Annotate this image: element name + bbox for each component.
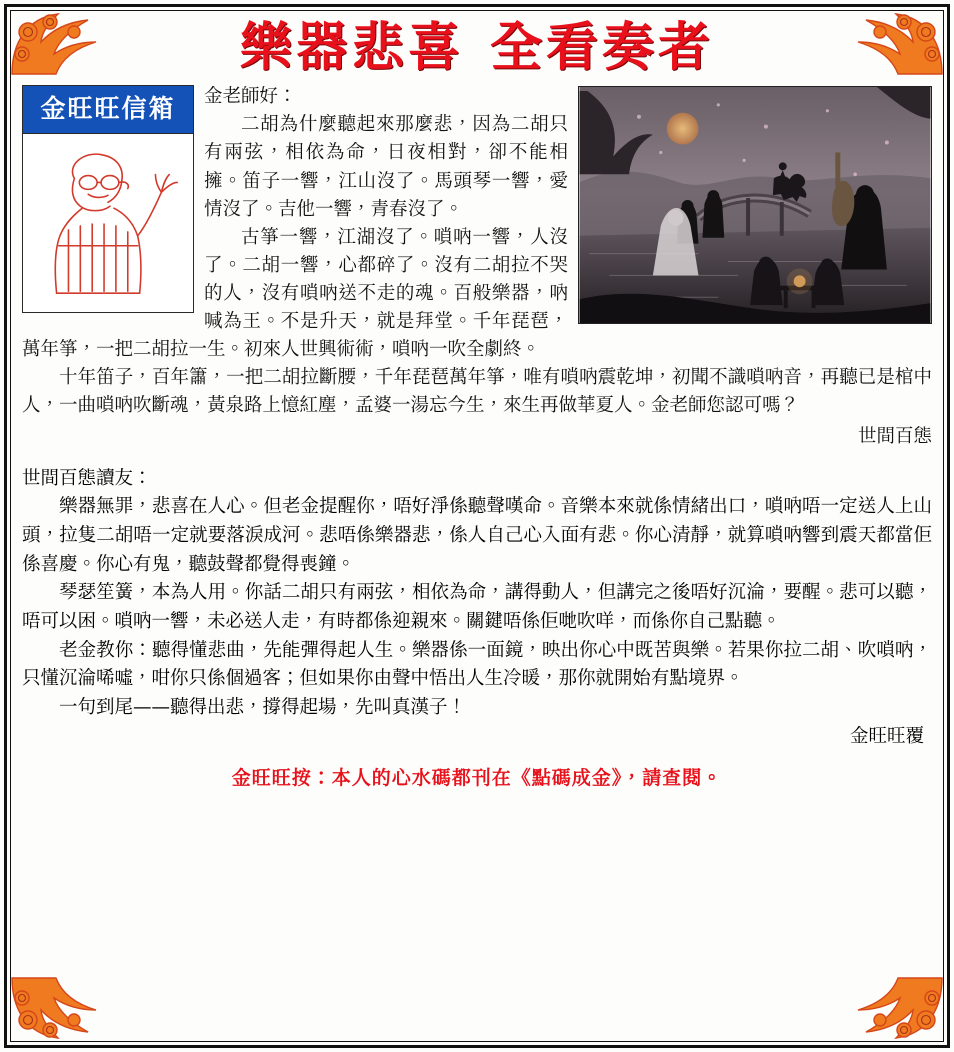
article-illustration bbox=[578, 86, 932, 324]
letter-salutation: 金老師好： bbox=[204, 86, 297, 108]
editor-note: 金旺旺按：本人的心水碼都刊在《點碼成金》，請查閱。 bbox=[231, 767, 723, 790]
reply-section bbox=[22, 465, 932, 752]
letter-paragraph: 二胡為什麼聽起來那麼悲，因為二胡只有兩弦，相依為命，日夜相對，卻不能相擁。笛子一響，江山沒了。馬頭琴一響，愛情沒了。吉他一響，青春沒了。 bbox=[204, 114, 568, 220]
article-content bbox=[22, 14, 932, 1038]
column-badge: 金旺旺信箱 bbox=[23, 86, 193, 134]
reply-paragraph: 琴瑟笙簧，本為人用。你話二胡只有兩弦，相依為命，講得動人，但講完之後唔好沉淪，要醒。悲可以聽，唔可以困。嗩吶一響，未必送人走，有時都係迎親來。關鍵唔係佢哋吹咩，而係你自己點聽。 bbox=[22, 582, 932, 632]
reply-salutation: 世間百態讀友： bbox=[22, 467, 152, 489]
headline-part-1: 樂器悲喜 bbox=[239, 18, 464, 78]
columnist-portrait bbox=[23, 134, 193, 312]
headline-part-2: 全看奏者 bbox=[490, 18, 715, 78]
letter-signature: 世間百態 bbox=[857, 425, 932, 447]
letter-paragraph: 十年笛子，百年簫，一把二胡拉斷腰，千年琵琶萬年箏，唯有嗩吶震乾坤，初聞不識嗩吶音，再聽已是棺中人，一曲嗩吶吹斷魂，黃泉路上憶紅塵，孟婆一湯忘今生，來生再做華夏人。金老師您認可嗎？ bbox=[22, 367, 932, 417]
reply-paragraph: 一句到尾——聽得出悲，撐得起場，先叫真漢子！ bbox=[59, 696, 467, 718]
reply-paragraph: 老金教你：聽得懂悲曲，先能彈得起人生。樂器係一面鏡，映出你心中既苦與樂。若果你拉二胡、吹嗩吶，只懂沉淪唏噓，咁你只係個過客；但如果你由聲中悟出人生冷暖，那你就開始有點境界。 bbox=[22, 639, 932, 690]
reply-signature: 金旺旺覆 bbox=[849, 725, 924, 747]
letter-section bbox=[22, 83, 932, 450]
letter-paragraph: 古箏一響，江湖沒了。嗩吶一響，人沒了。二胡一響，心都碎了。沒有二胡拉不哭的人，沒有嗩吶送不走的魂。百般樂器，吶喊為王。不是升天，就是拜堂。千年琵琶，萬年箏，一把二胡拉一生。初來人世興術術，嗩吶一吹全劇終。 bbox=[22, 226, 568, 361]
column-masthead bbox=[22, 85, 194, 313]
section-spacer bbox=[22, 451, 932, 465]
reply-paragraph: 樂器無罪，悲喜在人心。但老金提醒你，唔好淨係聽聲嘆命。音樂本來就係情緒出口，嗩吶唔一定送人上山頭，拉隻二胡唔一定就要落淚成河。悲唔係樂器悲，係人自己心入面有悲。你心清靜，就算嗩吶響到震天都當佢係喜慶。你心有鬼，聽鼓聲都覺得喪鐘。 bbox=[22, 496, 932, 575]
page-title bbox=[22, 20, 932, 77]
